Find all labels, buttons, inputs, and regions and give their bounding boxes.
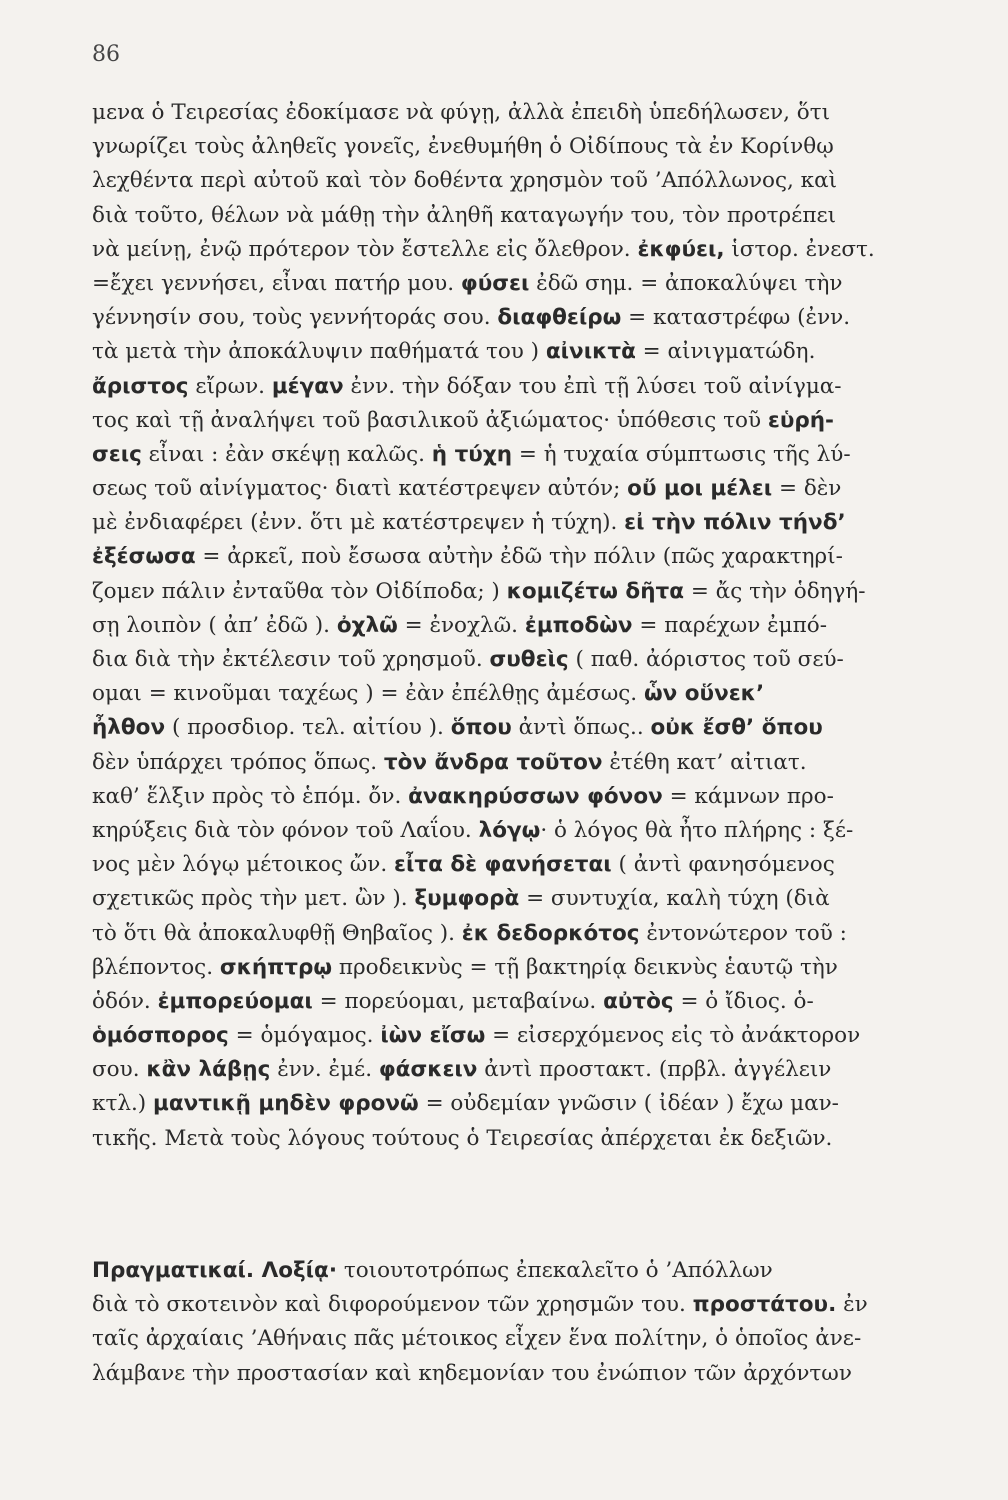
text-line (92, 1357, 967, 1391)
lemma: ἀνακηρύσσων φόνον (408, 783, 663, 809)
lemma: φύσει (460, 270, 530, 296)
lemma: λόγῳ (478, 817, 541, 843)
gloss-text: μενα ὁ Τειρεσίας ἐδοκίμασε νὰ φύγῃ, ἀλλὰ ἐπειδὴ ὑπεδήλωσεν, ὅτι (92, 100, 831, 125)
text-line (92, 814, 967, 848)
text-line (92, 1288, 967, 1322)
gloss-text: τὰ μετὰ τὴν ἀποκάλυψιν παθήματά του ) (92, 339, 546, 365)
text-line (92, 643, 967, 677)
lemma: ὅπου (450, 715, 512, 741)
gloss-text: ἐδῶ σημ. = ἀποκαλύψει τὴν (529, 270, 843, 296)
text-line (92, 711, 967, 745)
lemma: ἰὼν εἴσω (380, 1023, 486, 1049)
text-line (92, 1122, 967, 1156)
lemma: αὐτὸς (603, 988, 674, 1014)
text-line (92, 882, 967, 916)
text-line (92, 1087, 967, 1121)
lemma: ὀχλῶ (336, 612, 398, 638)
gloss-text: ἐνν. τὴν δόξαν του ἐπὶ τῇ λύσει τοῦ αἰνίγμα- (343, 373, 842, 399)
gloss-text: νὰ μείνῃ, ἐνῷ πρότερον τὸν ἔστελλε εἰς ὄλεθρον. (92, 236, 638, 262)
lemma: ὧν οὕνεκ’ (643, 681, 765, 707)
text-line (92, 335, 967, 369)
gloss-text: σου. (92, 1057, 147, 1083)
text-line (92, 848, 967, 882)
gloss-text: σχετικῶς πρὸς τὴν μετ. ὢν ). (92, 886, 415, 912)
gloss-text: δια διὰ τὴν ἐκτέλεσιν τοῦ χρησμοῦ. (92, 647, 490, 672)
lemma: ἡ τύχη (431, 441, 513, 467)
lemma: συθεὶς (489, 647, 569, 672)
gloss-text: ἐτέθη κατ’ αἰτιατ. (602, 749, 807, 775)
text-line (92, 951, 967, 985)
text-line (92, 1322, 967, 1356)
gloss-text: σῃ λοιπὸν ( ἀπ’ ἐδῶ ). (92, 612, 337, 638)
gloss-text: = πορεύομαι, μεταβαίνω. (312, 988, 604, 1014)
text-line (92, 301, 967, 335)
gloss-text: = ἀρκεῖ, ποὺ ἔσωσα αὐτὴν ἐδῶ τὴν πόλιν (πῶς χαρακτηρί- (195, 544, 843, 570)
lemma: μέγαν (271, 373, 344, 399)
gloss-text: διὰ τὸ σκοτεινὸν καὶ διφορούμενον τῶν χρησμῶν του. (92, 1292, 693, 1318)
text-line (92, 1019, 967, 1053)
text-line (92, 130, 967, 164)
lemma: ἐξέσωσα (92, 544, 196, 570)
gloss-text: διὰ τοῦτο, θέλων νὰ μάθῃ τὴν ἀληθῆ καταγωγήν του, τὸν προτρέπει (92, 202, 837, 228)
text-line (92, 267, 967, 301)
gloss-text: = ἐνοχλῶ. (397, 612, 525, 638)
text-line (92, 1254, 967, 1288)
gloss-text: ζομεν πάλιν ἐνταῦθα τὸν Οἰδίποδα; ) (92, 578, 507, 604)
lemma: ἄριστος (92, 373, 189, 399)
gloss-text: = ἄς τὴν ὁδηγή- (684, 578, 866, 604)
gloss-text: εἶναι : ἐὰν σκέψῃ καλῶς. (141, 441, 432, 467)
lemma: εἶτα δὲ φανήσεται (394, 852, 612, 878)
gloss-text: ταῖς ἀρχαίαις ’Αθήναις πᾶς μέτοικος εἶχεν ἕνα πολίτην, ὁ ὁποῖος ἀνε- (92, 1326, 862, 1352)
gloss-text: ( ἀντὶ φανησόμενος (611, 852, 835, 878)
gloss-text: ἐν (836, 1292, 868, 1318)
lemma: αἰνικτὰ (545, 339, 636, 365)
text-line (92, 1053, 967, 1087)
text-line (92, 746, 967, 780)
lemma: διαφθείρω (497, 305, 622, 331)
lemma: φάσκειν (378, 1057, 478, 1083)
text-line (92, 609, 967, 643)
text-line (92, 404, 967, 438)
gloss-text: μὲ ἐνδιαφέρει (ἐνν. ὅτι μὲ κατέστρεψεν ἡ τύχη). (92, 510, 625, 536)
gloss-text: εἴρων. (188, 373, 272, 399)
lemma: σεις (92, 441, 142, 467)
lemma: Πραγματικαί. Λοξίᾳ· (92, 1258, 337, 1283)
gloss-text: = εἰσερχόμενος εἰς τὸ ἀνάκτορον (485, 1023, 861, 1049)
gloss-text: =ἔχει γεννήσει, εἶναι πατήρ μου. (92, 270, 461, 296)
lemma: ἐκ δεδορκότος (461, 920, 640, 946)
gloss-text: κτλ.) (92, 1091, 154, 1117)
text-line (92, 472, 967, 506)
lemma: ἐκφύει, (637, 236, 725, 262)
gloss-text: = δὲν (772, 476, 842, 502)
gloss-text: ( παθ. ἀόριστος τοῦ σεύ- (568, 647, 844, 672)
text-line (92, 233, 967, 267)
text-line (92, 540, 967, 574)
gloss-text: καθ’ ἕλξιν πρὸς τὸ ἑπόμ. ὄν. (92, 783, 409, 809)
gloss-text: λάμβανε τὴν προστασίαν καὶ κηδεμονίαν του ἐνώπιον τῶν ἀρχόντων (92, 1360, 852, 1386)
gloss-text: = ὁμόγαμος. (228, 1023, 381, 1049)
gloss-text: = καταστρέφω (ἐνν. (621, 305, 851, 331)
gloss-text: ἐντονώτερον τοῦ : (639, 920, 847, 946)
gloss-text: = ἡ τυχαία σύμπτωσις τῆς λύ- (512, 441, 851, 467)
text-line (92, 985, 967, 1019)
gloss-text: κηρύξεις διὰ τὸν φόνον τοῦ Λαΐου. (92, 817, 479, 843)
lemma: οὐκ ἔσθ’ ὅπου (650, 715, 823, 741)
gloss-text: γέννησίν σου, τοὺς γεννήτοράς σου. (92, 305, 498, 331)
gloss-text: ομαι = κινοῦμαι ταχέως ) = ἐὰν ἐπέλθῃς ἀμέσως. (92, 681, 644, 707)
text-line (92, 575, 967, 609)
gloss-text: ( προσδιορ. τελ. αἰτίου ). (165, 715, 451, 741)
text-line (92, 96, 967, 130)
lemma: εὑρή- (767, 407, 834, 433)
text-line (92, 780, 967, 814)
gloss-text: σεως τοῦ αἰνίγματος· διατὶ κατέστρεψεν αὐτόν; (92, 476, 628, 502)
realia-section (92, 1254, 967, 1391)
lemma: ἦλθον (92, 715, 166, 741)
lemma: μαντικῇ μηδὲν φρονῶ (153, 1091, 419, 1117)
gloss-text: = συντυχία, καλὴ τύχη (διὰ (519, 886, 830, 912)
lemma: κἂν λάβῃς (146, 1057, 271, 1083)
gloss-text: = οὐδεμίαν γνῶσιν ( ἰδέαν ) ἔχω μαν- (418, 1091, 839, 1117)
gloss-text: ἀντὶ ὅπως.. (511, 715, 651, 741)
gloss-text: = αἰνιγματώδη. (635, 339, 816, 365)
commentary-text (92, 96, 967, 1156)
text-line (92, 917, 967, 951)
gloss-text: νος μὲν λόγῳ μέτοικος ὤν. (92, 852, 394, 878)
text-line (92, 438, 967, 472)
gloss-text: τοιουτοτρόπως ἐπεκαλεῖτο ὁ ’Απόλλων (337, 1258, 773, 1283)
lemma: προστάτου. (692, 1292, 837, 1318)
gloss-text: ἐνν. ἐμέ. (270, 1057, 379, 1083)
text-line (92, 677, 967, 711)
lemma: ξυμφορὰ (414, 886, 520, 912)
gloss-text: = ὁ ἴδιος. ὁ- (673, 988, 814, 1014)
text-line (92, 164, 967, 198)
gloss-text: τικῆς. Μετὰ τοὺς λόγους τούτους ὁ Τειρεσίας ἀπέρχεται ἐκ δεξιῶν. (92, 1125, 833, 1151)
text-line (92, 199, 967, 233)
lemma: κομιζέτω δῆτα (506, 578, 684, 604)
text-line (92, 506, 967, 540)
text-line (92, 370, 967, 404)
lemma: ὁμόσπορος (92, 1023, 229, 1049)
gloss-text: ἀντὶ προστακτ. (πρβλ. ἀγγέλειν (477, 1057, 832, 1083)
gloss-text: = κάμνων προ- (662, 783, 834, 809)
gloss-text: τὸ ὅτι θὰ ἀποκαλυφθῇ Θηβαῖος ). (92, 920, 462, 946)
gloss-text: βλέποντος. (92, 954, 220, 980)
gloss-text: προδεικνὺς = τῇ βακτηρίᾳ δεικνὺς ἑαυτῷ τὴν (332, 954, 838, 980)
gloss-text: ἱστορ. ἐνεστ. (724, 236, 875, 262)
gloss-text: λεχθέντα περὶ αὐτοῦ καὶ τὸν δοθέντα χρησμὸν τοῦ ’Απόλλωνος, καὶ (92, 168, 838, 194)
lemma: ἐμποδὼν (524, 612, 633, 638)
lemma: εἰ τὴν πόλιν τήνδ’ (624, 510, 846, 536)
gloss-text: = παρέχων ἐμπό- (632, 612, 827, 638)
lemma: οὔ μοι μέλει (627, 476, 773, 502)
gloss-text: δὲν ὑπάρχει τρόπος ὅπως. (92, 749, 384, 775)
gloss-text: · ὁ λόγος θὰ ἦτο πλήρης : ξέ- (540, 817, 854, 843)
page-number: 86 (92, 42, 120, 67)
gloss-text: τος καὶ τῇ ἀναλήψει τοῦ βασιλικοῦ ἀξιώματος· ὑπόθεσις τοῦ (92, 407, 768, 433)
lemma: τὸν ἄνδρα τοῦτον (383, 749, 603, 775)
lemma: ἐμπορεύομαι (157, 988, 313, 1014)
gloss-text: ὁδόν. (92, 988, 158, 1014)
lemma: σκήπτρῳ (219, 954, 333, 980)
gloss-text: γνωρίζει τοὺς ἀληθεῖς γονεῖς, ἐνεθυμήθη ὁ Οἰδίπους τὰ ἐν Κορίνθῳ (92, 134, 834, 160)
